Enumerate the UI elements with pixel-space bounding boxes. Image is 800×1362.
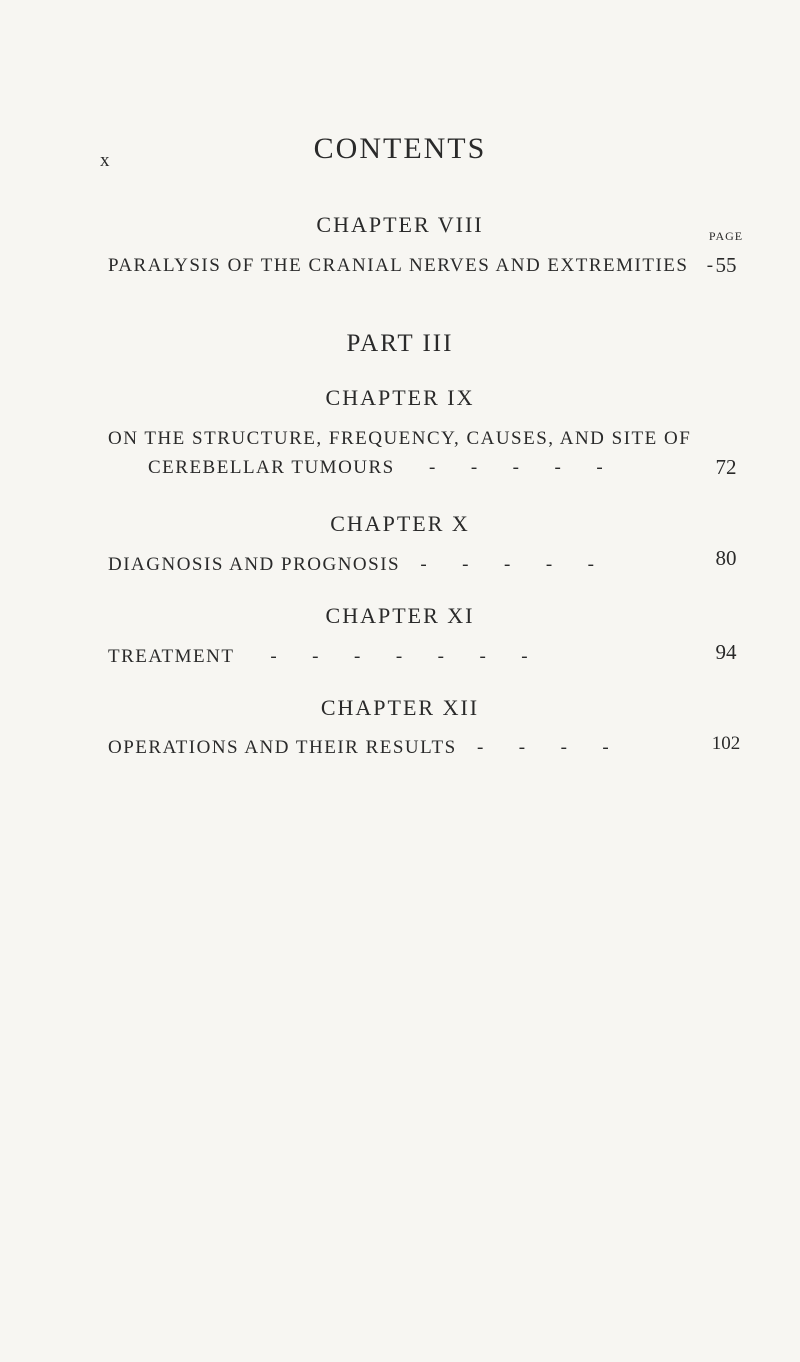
toc-entry-title (108, 554, 595, 576)
toc-entry-title (108, 255, 714, 277)
toc-entry-page: 72 (715, 455, 737, 479)
page-column-header: PAGE (708, 229, 744, 243)
toc-entry-page: 80 (715, 546, 737, 570)
leader-dots: - (706, 255, 715, 276)
toc-entry-title (108, 737, 610, 759)
toc-entry-title-continued (148, 457, 604, 479)
part-heading: PART III (346, 330, 454, 357)
toc-entry-title: ON THE STRUCTURE, FREQUENCY, CAUSES, AND SITE OF (108, 428, 692, 449)
chapter-heading-x: CHAPTER X (330, 511, 470, 536)
leader-dots: - - - - (476, 737, 610, 758)
entry-title-text: CEREBELLAR TUMOURS (148, 457, 395, 478)
chapter-heading-ix: CHAPTER IX (325, 385, 475, 410)
chapter-heading-xi: CHAPTER XI (325, 603, 475, 628)
chapter-heading-xii: CHAPTER XII (320, 695, 480, 720)
chapter-heading-viii: CHAPTER VIII (316, 212, 484, 237)
leader-dots: - - - - - (420, 554, 595, 575)
entry-title-text: PARALYSIS OF THE CRANIAL NERVES AND EXTREMITIES (108, 255, 689, 276)
toc-entry-page: 55 (715, 253, 737, 277)
running-head: CONTENTS (313, 132, 487, 165)
entry-title-text: TREATMENT (108, 646, 235, 667)
toc-entry-page: 102 (711, 733, 741, 754)
leader-dots: - - - - - - - (270, 646, 529, 667)
page-folio: x (100, 150, 111, 171)
leader-dots: - - - - - (429, 457, 604, 478)
entry-title-text: DIAGNOSIS AND PROGNOSIS (108, 554, 401, 575)
toc-entry-title (108, 646, 529, 668)
entry-title-text: OPERATIONS AND THEIR RESULTS (108, 737, 457, 758)
toc-entry-page: 94 (715, 640, 737, 664)
